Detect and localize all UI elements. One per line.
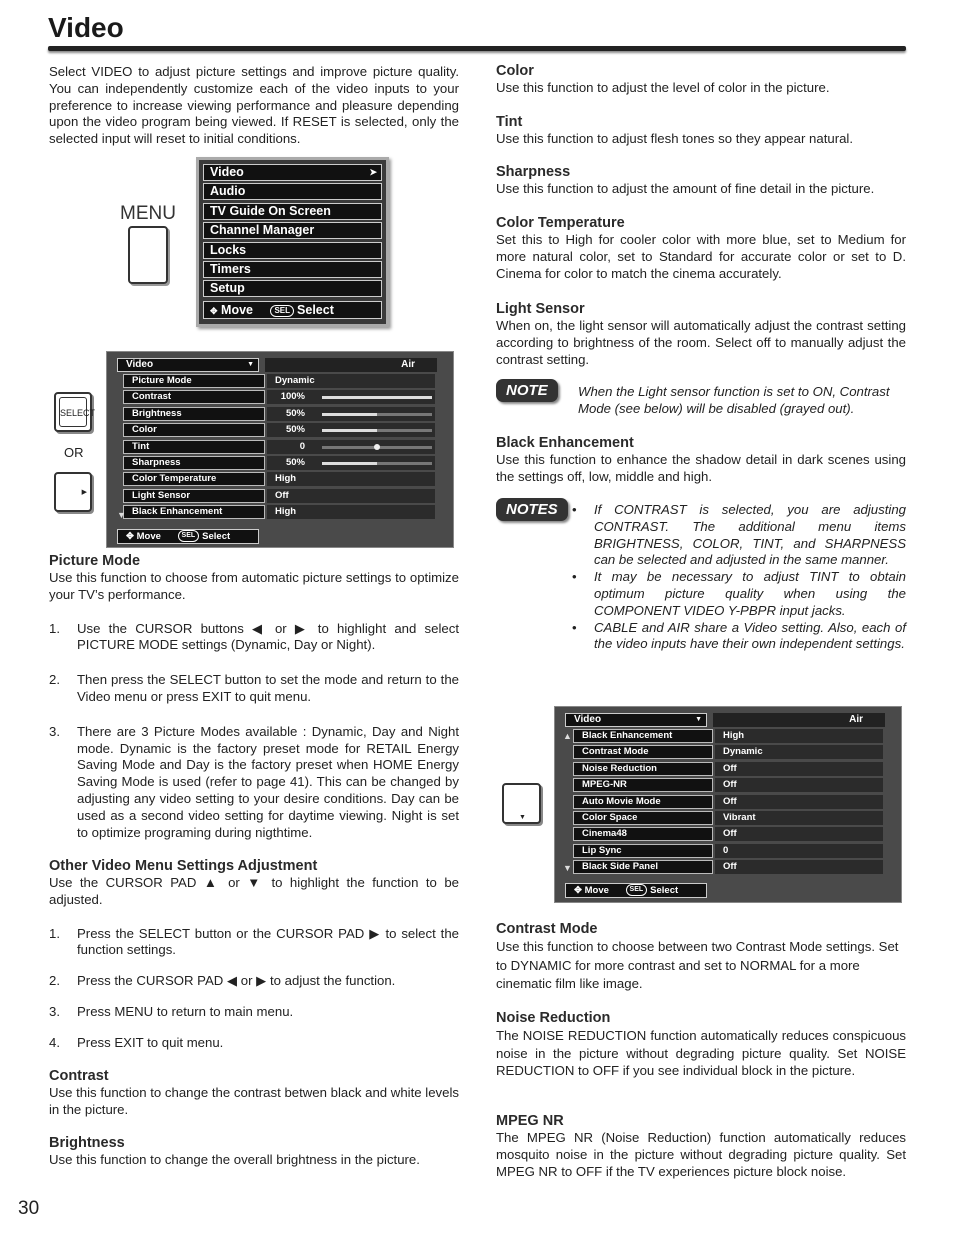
osd-row-label: Picture Mode (123, 374, 265, 388)
black-enhancement-body: Use this function to enhance the shadow detail in dark scenes using the settings off, low, middle and high. (496, 452, 906, 484)
osd-row-value: Off (267, 489, 435, 503)
main-menu-osd (196, 157, 389, 327)
level-bar-fill (322, 462, 377, 465)
osd-row-label: MPEG-NR (573, 778, 713, 792)
level-bar (322, 462, 432, 465)
sharpness-heading: Sharpness (496, 164, 571, 180)
step-item: 2. Press the CURSOR PAD ◀ or ▶ to adjust the function. (49, 973, 396, 989)
contrast-mode-body: Use this function to choose between two Contrast Mode settings. Set to DYNAMIC for more contrast and set to NORMAL for a more cinematic film like image. (496, 939, 899, 991)
osd-row-value: 100% (267, 390, 435, 404)
osd-row-value: 50% (267, 423, 435, 437)
sel-chip: SEL (178, 530, 200, 542)
note-badge: NOTE (496, 379, 558, 402)
scroll-down-icon: ▼ (117, 510, 126, 520)
other-settings-body: Use the CURSOR PAD ▲ or ▼ to highlight the function to be adjusted. (49, 875, 459, 907)
scroll-up-icon: ▲ (563, 731, 572, 741)
contrast-mode-section (496, 921, 906, 994)
sel-chip: SEL (270, 305, 294, 317)
step-item: 3. Press MENU to return to main menu. (49, 1003, 294, 1019)
osd-row-label: Color Space (573, 811, 713, 825)
input-source: Air (713, 713, 885, 727)
tint-body: Use this function to adjust flesh tones so they appear natural. (496, 131, 854, 146)
input-source: Air (265, 358, 437, 372)
osd-row (573, 795, 883, 809)
step-item: 3. There are 3 Picture Modes available : Dynamic, Day and Night mode. Dynamic is the factory preset mode for RETAIL Energy Saving Mode and Day is the factory preset when HOME Energy Saving Mode is used (refer to page 41). This can be changed by adjusting any video setting to your desire conditions. Day can be used as a second video setting for daytime viewing. Night is set to optimize programing during nigthtime. (49, 723, 459, 840)
level-bar (322, 413, 432, 416)
osd-row-value: Off (715, 827, 883, 841)
video-menu-osd-2 (554, 706, 902, 903)
osd-row-label: Noise Reduction (573, 762, 713, 776)
main-menu-item: Channel Manager (203, 222, 382, 239)
osd-row-value: High (715, 729, 883, 743)
level-bar-fill (322, 429, 377, 432)
color-heading: Color (496, 63, 534, 79)
brightness-section (49, 1135, 459, 1169)
video-menu-osd (106, 351, 454, 548)
contrast-section (49, 1068, 459, 1119)
osd-row-value: 0 (267, 440, 435, 454)
color-temperature-heading: Color Temperature (496, 215, 625, 231)
main-menu-item: TV Guide On Screen (203, 203, 382, 220)
osd-row (573, 860, 883, 874)
light-sensor-section (496, 301, 906, 368)
osd-row-value: 0 (715, 844, 883, 858)
title-rule (48, 46, 906, 51)
osd-row (123, 456, 435, 470)
other-settings-steps (49, 926, 459, 1052)
tint-marker (374, 444, 380, 450)
osd-row (123, 374, 435, 388)
osd-row-label: Brightness (123, 407, 265, 421)
mpeg-nr-heading: MPEG NR (496, 1113, 564, 1129)
sel-chip: SEL (626, 884, 648, 896)
video-menu-footer: ✥ Move SEL Select (565, 883, 707, 898)
level-bar-fill (322, 413, 377, 416)
black-enhancement-section (496, 435, 906, 486)
menu-button-label: MENU (120, 203, 176, 224)
cursor-right-button (54, 472, 92, 512)
video-menu-header: Video ▼ (117, 358, 259, 372)
level-bar (322, 446, 432, 449)
osd-row (123, 472, 435, 486)
noise-reduction-body: The NOISE REDUCTION function automatically reduces conspicuous noise in the picture without degrading picture quality. Set NOISE REDUCTION to OFF if you see individual block in the picture. (496, 1028, 906, 1079)
osd-row-value: 50% (267, 456, 435, 470)
noise-reduction-section (496, 1010, 906, 1080)
osd-row-value: Off (715, 762, 883, 776)
main-menu-item: Setup (203, 280, 382, 297)
osd-row-label: Black Enhancement (123, 505, 265, 519)
osd-row-label: Black Side Panel (573, 860, 713, 874)
osd-row-label: Color (123, 423, 265, 437)
level-bar (322, 396, 432, 399)
mpeg-nr-section (496, 1113, 906, 1180)
osd-row-value: Dynamic (715, 745, 883, 759)
osd-row-label: Light Sensor (123, 489, 265, 503)
contrast-heading: Contrast (49, 1068, 109, 1084)
page-title: Video (48, 12, 124, 43)
main-menu-footer: ✥ Move SEL Select (203, 301, 382, 319)
main-menu-item: Audio (203, 183, 382, 200)
select-remote-button: SELECT (54, 392, 92, 432)
other-settings-heading: Other Video Menu Settings Adjustment (49, 858, 318, 874)
note-item: • If CONTRAST is selected, you are adjusting CONTRAST. The additional menu items BRIGHTNESS, COLOR, TINT, and SHARPNESS can be selected and adjusted in the same manner. (572, 502, 906, 568)
black-enhancement-heading: Black Enhancement (496, 435, 634, 451)
osd-row-label: Sharpness (123, 456, 265, 470)
move-arrows-icon: ✥ (574, 885, 582, 896)
main-menu-item: Video ➤ (203, 164, 382, 181)
osd-row-value: High (267, 505, 435, 519)
osd-row (573, 762, 883, 776)
level-bar (322, 429, 432, 432)
note-item: • It may be necessary to adjust TINT to obtain optimum picture quality when using the COMPONENT VIDEO Y-PBPR input jacks. (572, 569, 906, 618)
sharpness-body: Use this function to adjust the amount of fine detail in the picture. (496, 181, 875, 196)
step-item: 1. Use the CURSOR buttons ◀ or ▶ to highlight and select PICTURE MODE settings (Dynamic, Day or Night). (49, 620, 459, 653)
osd-row (573, 827, 883, 841)
step-item: 4. Press EXIT to quit menu. (49, 1034, 224, 1050)
contrast-body: Use this function to change the contrast betwen black and white levels in the picture. (49, 1085, 459, 1117)
menu-remote-button (128, 226, 168, 284)
color-body: Use this function to adjust the level of color in the picture. (496, 80, 830, 95)
notes-list (572, 502, 906, 653)
osd-row (573, 745, 883, 759)
move-arrows-icon: ✥ (210, 306, 218, 317)
mpeg-nr-body: The MPEG NR (Noise Reduction) function automatically reduces mosquito noise in the picture without degrading picture quality. Set MPEG NR to OFF if the TV experiences picture block noise. (496, 1130, 906, 1179)
osd-row (123, 423, 435, 437)
osd-row-label: Cinema48 (573, 827, 713, 841)
page-number: 30 (18, 1198, 40, 1219)
video-menu-footer: ✥ Move SEL Select (117, 529, 259, 544)
tint-heading: Tint (496, 114, 523, 130)
light-sensor-body: When on, the light sensor will automatically adjust the contrast setting according to brightness of the room. Select off to manually adjust the contrast setting. (496, 318, 906, 367)
light-sensor-heading: Light Sensor (496, 301, 585, 317)
right-arrow-icon: ➤ (369, 167, 377, 177)
right-arrow-icon: ▶ (81, 489, 87, 496)
intro-paragraph: Select VIDEO to adjust picture settings and improve picture quality. You can independently customize each of the video inputs to your preference to increase viewing performance and pleasure depending upon the video program being viewed. If RESET is selected, only the selected input will reset to initial conditions. (49, 64, 459, 147)
main-menu-item: Timers (203, 261, 382, 278)
note-item: • CABLE and AIR share a Video setting. Also, each of the video inputs have their own independent settings. (572, 619, 906, 652)
osd-row (573, 811, 883, 825)
picture-mode-heading: Picture Mode (49, 553, 141, 569)
osd-row-label: Auto Movie Mode (573, 795, 713, 809)
color-section (496, 63, 906, 97)
osd-row-value: High (267, 472, 435, 486)
osd-row (123, 407, 435, 421)
osd-row-value: Off (715, 860, 883, 874)
or-label: OR (64, 445, 84, 460)
picture-mode-section (49, 553, 459, 855)
dropdown-icon: ▼ (247, 361, 254, 368)
move-arrows-icon: ✥ (126, 531, 134, 542)
osd-row (573, 844, 883, 858)
color-temperature-body: Set this to High for cooler color with more blue, set to Medium for more natural color, set to Standard for accurate color or set to D. Cinema for color to match the cinema accurately. (496, 232, 906, 281)
osd-row (123, 440, 435, 454)
video-menu-header: Video ▼ (565, 713, 707, 727)
noise-reduction-heading: Noise Reduction (496, 1010, 611, 1026)
note-text: When the Light sensor function is set to ON, Contrast Mode (see below) will be disabled (grayed out). (578, 384, 890, 416)
osd-row-label: Black Enhancement (573, 729, 713, 743)
scroll-down-icon: ▼ (563, 863, 572, 873)
down-arrow-icon: ▼ (519, 814, 526, 821)
sharpness-section (496, 164, 906, 198)
osd-row-label: Tint (123, 440, 265, 454)
osd-row (573, 778, 883, 792)
osd-row-label: Lip Sync (573, 844, 713, 858)
osd-row-value: Off (715, 778, 883, 792)
osd-row-value: Vibrant (715, 811, 883, 825)
osd-row (573, 729, 883, 743)
main-menu-item: Locks (203, 242, 382, 259)
osd-row (123, 390, 435, 404)
brightness-body: Use this function to change the overall brightness in the picture. (49, 1152, 420, 1167)
color-temperature-section (496, 215, 906, 282)
contrast-mode-heading: Contrast Mode (496, 921, 598, 937)
notes-badge: NOTES (496, 498, 568, 521)
other-settings-section (49, 858, 459, 1066)
step-item: 1. Press the SELECT button or the CURSOR PAD ▶ to select the function settings. (49, 925, 459, 958)
osd-row (123, 489, 435, 503)
brightness-heading: Brightness (49, 1135, 125, 1151)
osd-row-value: Dynamic (267, 374, 435, 388)
dropdown-icon: ▼ (695, 716, 702, 723)
level-bar-fill (322, 396, 432, 399)
tint-section (496, 114, 906, 148)
osd-row (123, 505, 435, 519)
osd-row-label: Contrast Mode (573, 745, 713, 759)
osd-row-value: Off (715, 795, 883, 809)
osd-row-label: Color Temperature (123, 472, 265, 486)
cursor-down-button (502, 783, 541, 824)
picture-mode-steps (49, 621, 459, 842)
step-item: 2. Then press the SELECT button to set the mode and return to the Video menu or press EXIT to quit menu. (49, 672, 459, 704)
osd-row-value: 50% (267, 407, 435, 421)
picture-mode-body: Use this function to choose from automatic picture settings to optimize your TV’s performance. (49, 570, 459, 602)
osd-row-label: Contrast (123, 390, 265, 404)
